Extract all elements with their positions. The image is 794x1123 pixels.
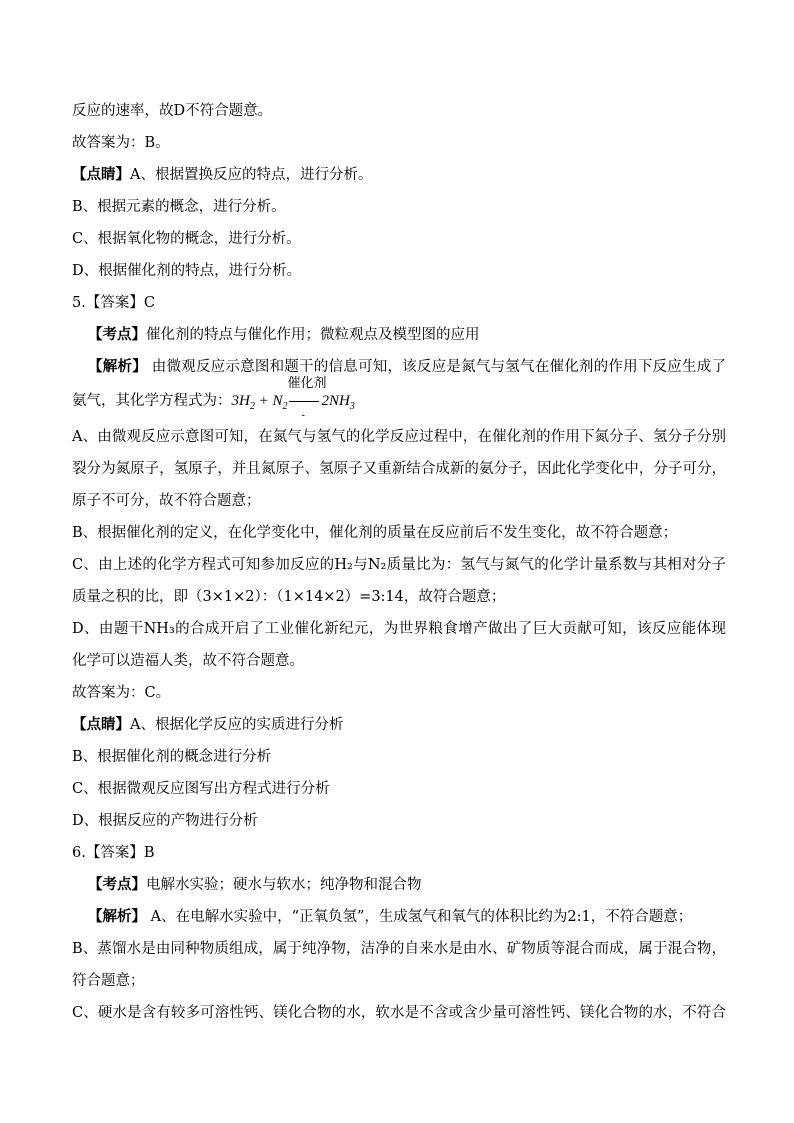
answer-heading: 6.【答案】B bbox=[72, 845, 155, 861]
dianjing-line bbox=[72, 715, 726, 735]
kaodian-tag: 【考点】 bbox=[88, 326, 146, 343]
jiexi-text: A、在电解水实验中，“正氧负氢”，生成氢气和氧气的体积比约为2:1，不符合题意； bbox=[146, 909, 693, 925]
equation-reactant-h2: 3H bbox=[231, 393, 250, 409]
text-line: B、蒸馏水是由同种物质组成，属于纯净物，洁净的自来水是由水、矿物质等混合而成，属于混合物， bbox=[72, 941, 726, 957]
kaodian-tag: 【考点】 bbox=[88, 876, 146, 893]
text-line: 裂分为氮原子，氢原子，并且氮原子、氢原子又重新结合成新的氨分子，因此化学变化中，分子可分， bbox=[72, 461, 726, 477]
equation-intro: 氨气，其化学方程式为： bbox=[72, 393, 232, 409]
dianjing-line bbox=[72, 165, 726, 185]
text-line: B、根据催化剂的概念进行分析 bbox=[72, 749, 272, 765]
text-line: 反应的速率，故D不符合题意。 bbox=[72, 103, 273, 119]
text-line: 故答案为：C。 bbox=[72, 685, 171, 701]
chemical-equation: $3H_2 + N_2$ 催化剂 - $2NH_3$ bbox=[231, 376, 355, 422]
kaodian-text: 催化剂的特点与催化作用；微粒观点及模型图的应用 bbox=[146, 327, 480, 343]
jiexi-tag: 【解析】 bbox=[88, 358, 147, 375]
jiexi-tag: 【解析】 bbox=[88, 908, 146, 925]
dianjing-tag: 【点睛】 bbox=[72, 716, 130, 733]
dianjing-text: A、根据化学反应的实质进行分析 bbox=[130, 717, 344, 733]
jiexi-line bbox=[88, 907, 726, 927]
kaodian-text: 电解水实验；硬水与软水；纯净物和混合物 bbox=[146, 877, 422, 893]
equation-product: 2NH bbox=[321, 393, 350, 409]
jiexi-line bbox=[88, 357, 726, 377]
dianjing-tag: 【点睛】 bbox=[72, 166, 130, 183]
text-line: B、根据催化剂的定义，在化学变化中，催化剂的质量在反应前后不发生变化，故不符合题意； bbox=[72, 525, 678, 541]
jiexi-text: 由微观反应示意图和题干的信息可知，该反应是氮气与氢气在催化剂的作用下反应生成了 bbox=[146, 359, 726, 375]
answer-heading: 5.【答案】C bbox=[72, 295, 155, 311]
catalyst-label: 催化剂 bbox=[287, 376, 327, 391]
text-line: 原子不可分，故不符合题意； bbox=[72, 493, 261, 509]
text-line: 化学可以造福人类，故不符合题意。 bbox=[72, 653, 304, 669]
kaodian-line bbox=[88, 325, 726, 345]
text-line: B、根据元素的概念，进行分析。 bbox=[72, 199, 286, 215]
text-line: C、根据微观反应图写出方程式进行分析 bbox=[72, 781, 330, 797]
reaction-arrow: 催化剂 - bbox=[287, 376, 327, 422]
text-line: C、根据氧化物的概念，进行分析。 bbox=[72, 231, 301, 247]
text-line: C、硬水是含有较多可溶性钙、镁化合物的水，软水是不含或含少量可溶性钙、镁化合物的水，不符合 bbox=[72, 1005, 726, 1021]
equation-line bbox=[72, 376, 726, 422]
text-line: D、由题干NH₃的合成开启了工业催化新纪元，为世界粮食增产做出了巨大贡献可知，该反应能体现 bbox=[72, 621, 726, 637]
text-line: A、由微观反应示意图可知，在氮气与氢气的化学反应过程中，在催化剂的作用下氮分子、氢分子分别 bbox=[72, 429, 726, 445]
equation-reactant-n2: + N bbox=[254, 393, 283, 409]
text-line: 质量之积的比，即（3×1×2）：（1×14×2）=3:14，故符合题意； bbox=[72, 589, 506, 605]
text-line: D、根据催化剂的特点，进行分析。 bbox=[72, 263, 302, 279]
text-line: 故答案为：B。 bbox=[72, 135, 170, 151]
text-line: 符合题意； bbox=[72, 973, 145, 989]
text-line: D、根据反应的产物进行分析 bbox=[72, 813, 258, 829]
kaodian-line bbox=[88, 875, 726, 895]
text-line: C、由上述的化学方程式可知参加反应的H₂与N₂质量比为：氢气与氮气的化学计量系数与其相对分子 bbox=[72, 557, 726, 573]
dianjing-text: A、根据置换反应的特点，进行分析。 bbox=[130, 167, 373, 183]
